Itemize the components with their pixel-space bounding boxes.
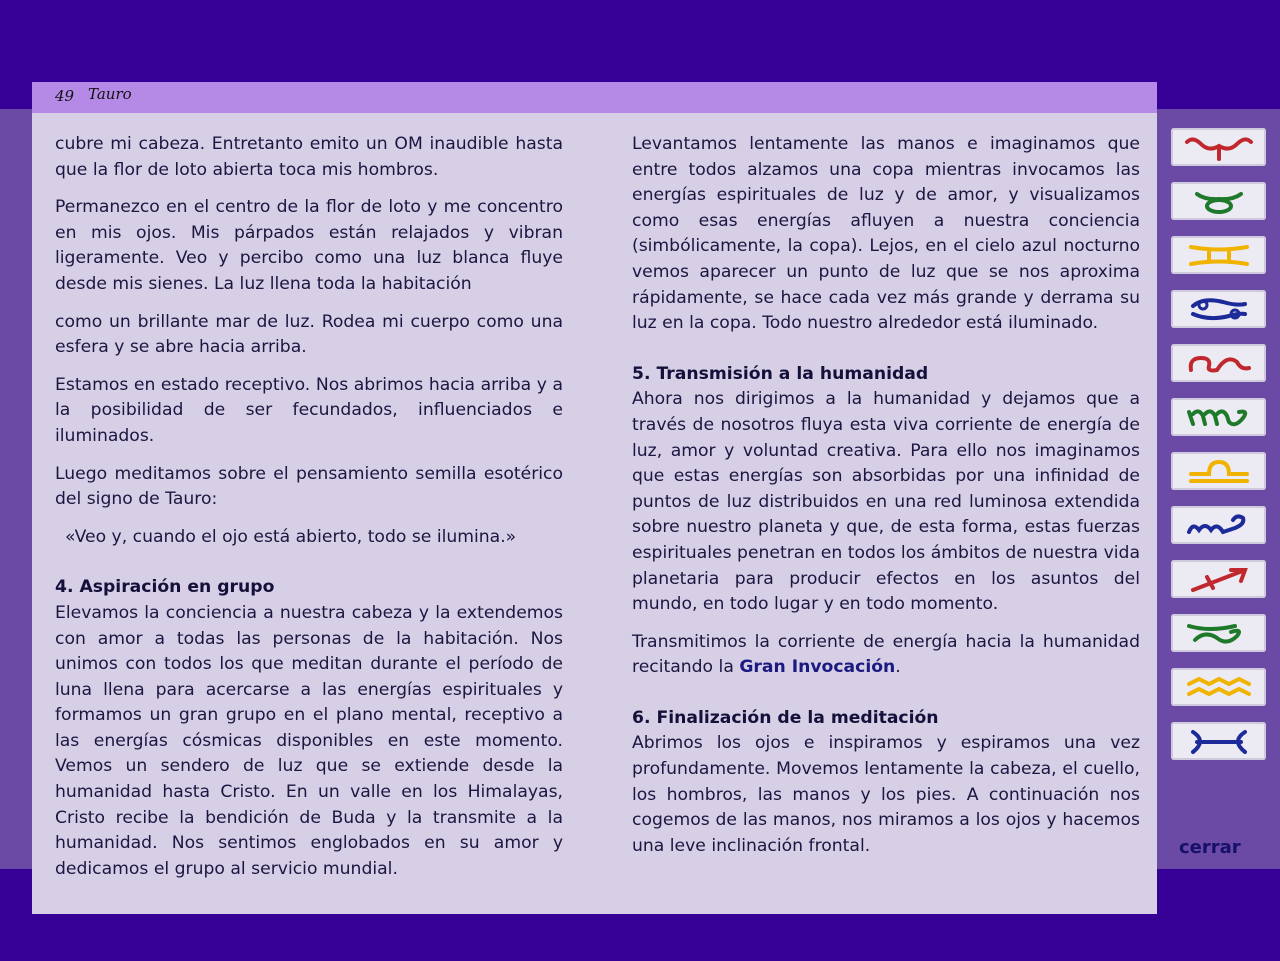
left-column	[55, 132, 563, 882]
paragraph: Luego meditamos sobre el pensamiento semilla esotérico del signo de Tauro:	[55, 463, 563, 510]
aquarius-icon	[1179, 672, 1259, 702]
taurus-icon	[1179, 186, 1259, 216]
pisces-icon	[1179, 726, 1259, 756]
zodiac-button-gemini[interactable]	[1171, 236, 1266, 274]
aries-icon	[1179, 132, 1259, 162]
zodiac-button-virgo[interactable]	[1171, 398, 1266, 436]
zodiac-button-cancer[interactable]	[1171, 290, 1266, 328]
paragraph: Estamos en estado receptivo. Nos abrimos hacia arriba y a la posibilidad de ser fecundados, influenciados e iluminados.	[55, 374, 563, 446]
text-span: .	[895, 657, 901, 678]
text-span: Transmitimos la corriente de energía hacia la humanidad recitando la	[632, 631, 1140, 678]
zodiac-button-aries[interactable]	[1171, 128, 1266, 166]
zodiac-button-aquarius[interactable]	[1171, 668, 1266, 706]
paragraph	[632, 630, 1140, 681]
zodiac-button-sagittarius[interactable]	[1171, 560, 1266, 598]
section-heading-5: 5. Transmisión a la humanidad	[632, 363, 929, 384]
paragraph: cubre mi cabeza. Entretanto emito un OM inaudible hasta que la flor de loto abierta toca mis hombros.	[55, 134, 563, 180]
paragraph: Ahora nos dirigimos a la humanidad y dejamos que a través de nosotros fluya esta viva corriente de energía de luz, amor y voluntad creativa. Para ello nos imaginamos que estas energías son absorbidas por una infinidad de puntos de luz distribuidos en una red luminosa extendida sobre nuestro planeta y que, de esta forma, estas fuerzas espirituales penetran en todos los ámbitos de nuestra vida planetaria para producir efectos en los asuntos del mundo, en todo lugar y en todo momento.	[632, 389, 1140, 615]
virgo-icon	[1179, 402, 1259, 432]
zodiac-button-taurus[interactable]	[1171, 182, 1266, 220]
sagittarius-icon	[1179, 564, 1259, 594]
section-heading-6: 6. Finalización de la meditación	[632, 707, 939, 728]
section-title: Tauro	[88, 85, 132, 103]
leo-icon	[1179, 348, 1259, 378]
zodiac-button-pisces[interactable]	[1171, 722, 1266, 760]
close-link[interactable]: cerrar	[1179, 837, 1241, 858]
paragraph: Permanezco en el centro de la flor de loto y me concentro en mis ojos. Mis párpados están relajados y vibran ligeramente. Veo y percibo como una luz blanca fluye desde mis sienes. La luz llena toda la habitación	[55, 197, 563, 294]
paragraph: como un brillante mar de luz. Rodea mi cuerpo como una esfera y se abre hacia arriba.	[55, 311, 563, 358]
zodiac-button-capricorn[interactable]	[1171, 614, 1266, 652]
page-header	[32, 82, 1157, 113]
paragraph: Elevamos la conciencia a nuestra cabeza y la extendemos con amor a todas las personas de la habitación. Nos unimos con todos los que meditan durante el período de luna llena para acercarse a las energías espirituales y formamos un gran grupo en el plano mental, receptivo a las energías cósmicas disponibles en este momento. Vemos un sendero de luz que se extiende desde la humanidad hasta Cristo. En un valle en los Himalayas, Cristo recibe la bendición de Buda y la transmite a la humanidad. Nos sentimos englobados en su amor y dedicamos el grupo al servicio mundial.	[55, 602, 563, 879]
gemini-icon	[1179, 240, 1259, 270]
scorpio-icon	[1179, 510, 1259, 540]
paragraph: Levantamos lentamente las manos e imaginamos que entre todos alzamos una copa mientras invocamos las energías espirituales de luz y de amor, y visualizamos como esas energías afluyen a nuestra conciencia (simbólicamente, la copa). Lejos, en el cielo azul nocturno vemos aparecer un punto de luz que se nos aproxima rápidamente, se hace cada vez más grande y derrama su luz en la copa. Todo nuestro alrededor está iluminado.	[632, 134, 1140, 334]
zodiac-button-libra[interactable]	[1171, 452, 1266, 490]
page-number: 49	[55, 87, 75, 105]
gran-invocacion-link[interactable]: Gran Invocación	[739, 657, 896, 678]
zodiac-button-leo[interactable]	[1171, 344, 1266, 382]
section-heading-4: 4. Aspiración en grupo	[55, 577, 275, 598]
seed-thought-quote: «Veo y, cuando el ojo está abierto, todo se ilumina.»	[65, 526, 517, 547]
zodiac-button-scorpio[interactable]	[1171, 506, 1266, 544]
page	[32, 82, 1157, 914]
right-column	[632, 132, 1140, 859]
libra-icon	[1179, 456, 1259, 486]
cancer-icon	[1179, 294, 1259, 324]
capricorn-icon	[1179, 618, 1259, 648]
paragraph: Abrimos los ojos e inspiramos y espiramos una vez profundamente. Movemos lentamente la cabeza, el cuello, los hombros, las manos y los pies. A continuación nos cogemos de las manos, nos miramos a los ojos y hacemos una leve inclinación frontal.	[632, 733, 1140, 856]
